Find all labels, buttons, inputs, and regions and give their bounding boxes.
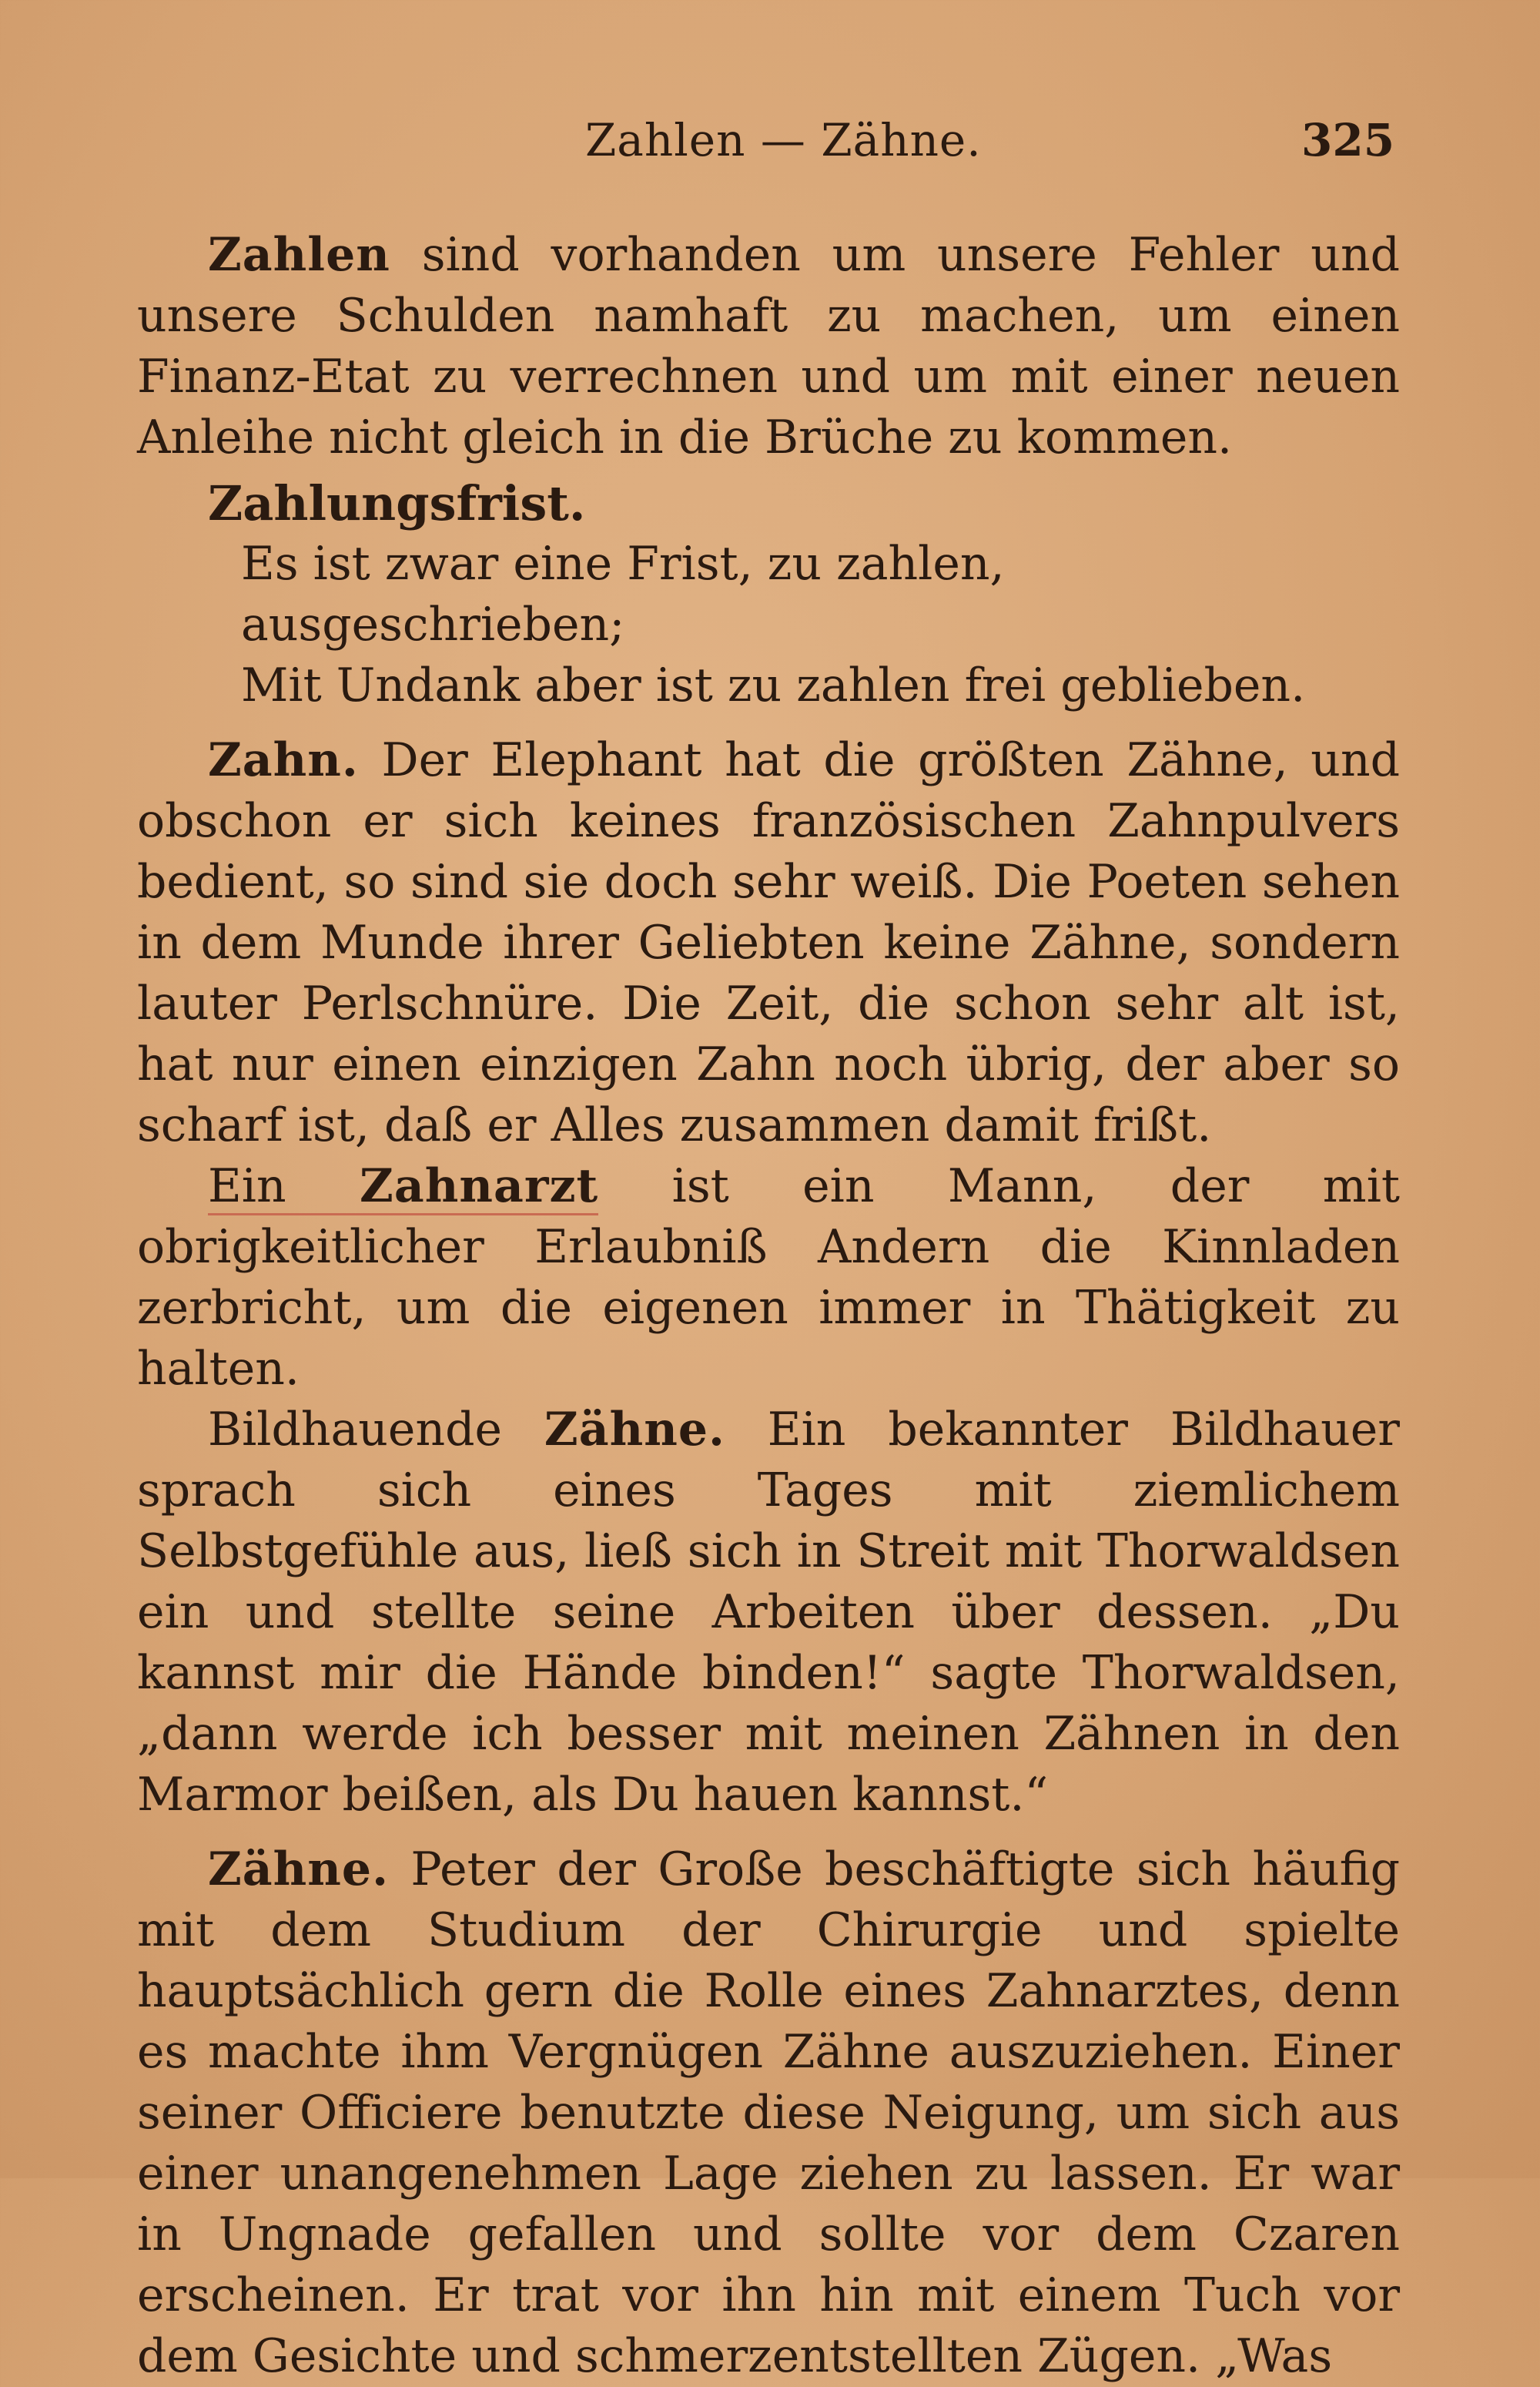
- entry-prefix: Bildhauende: [208, 1403, 544, 1457]
- entry-text: Ein bekannter Bildhauer sprach sich eines Tages mit ziemlichem Selbstgefühle aus, ließ sich in Streit mit Thorwaldsen ein und stellte seine Arbeiten über dessen. „Du kannst mir die Hände binden!“ sagte Thorwaldsen, „dann werde ich besser mit meinen Zähnen in den Marmor beißen, als Du hauen kannst.“: [137, 1403, 1400, 1822]
- page-body: [137, 225, 1400, 2387]
- running-title: Zahlen — Zähne.: [585, 114, 982, 166]
- verse-line-2: Mit Undank aber ist zu zahlen frei geblieben.: [241, 659, 1306, 712]
- entry-term: Zahnarzt: [360, 1159, 599, 1213]
- entry-zahnarzt: [137, 1156, 1400, 1400]
- entry-prefix: Ein: [208, 1159, 360, 1213]
- entry-term: Zähne.: [208, 1842, 389, 1896]
- entry-text: ist ein Mann, der mit obrigkeitlicher Erlaubniß Andern die Kinnladen zerbricht, um die eigenen immer in Thätigkeit zu halten.: [137, 1159, 1400, 1396]
- underline-mark: [208, 1159, 598, 1215]
- entry-zahn: [137, 730, 1400, 1156]
- entry-bildhauende-zaehne: [137, 1400, 1400, 1825]
- entry-term: Zähne.: [544, 1403, 725, 1457]
- page-number: 325: [1301, 114, 1395, 166]
- entry-zahlungsfrist: [137, 473, 1400, 716]
- entry-term: Zahlungsfrist.: [208, 475, 586, 531]
- page-header: [0, 114, 1540, 176]
- entry-text: Der Elephant hat die größten Zähne, und obschon er sich keines französischen Zahnpulvers bedient, so sind sie doch sehr weiß. Die Poeten sehen in dem Munde ihrer Geliebten keine Zähne, sondern lauter Perlschnüre. Die Zeit, die schon sehr alt ist, hat nur einen einzigen Zahn noch übrig, der aber so scharf ist, daß er Alles zusammen damit frißt.: [137, 733, 1400, 1152]
- verse-line-1: Es ist zwar eine Frist, zu zahlen, ausgeschrieben;: [241, 537, 1005, 652]
- entry-zahlen: [137, 225, 1400, 468]
- entry-zaehne: [137, 1839, 1400, 2387]
- entry-term: Zahn.: [208, 733, 359, 787]
- entry-text: Peter der Große beschäftigte sich häufig mit dem Studium der Chirurgie und spielte hauptsächlich gern die Rolle eines Zahnarztes, denn es machte ihm Vergnügen Zähne auszuziehen. Einer seiner Officiere benutzte diese Neigung, um sich aus einer unangenehmen Lage ziehen zu lassen. Er war in Ungnade gefallen und sollte vor dem Czaren erscheinen. Er trat vor ihn hin mit einem Tuch vor dem Gesichte und schmerzentstellten Zügen. „Was: [137, 1842, 1400, 2383]
- entry-text: sind vorhanden um unsere Fehler und unsere Schulden namhaft zu machen, um einen Finanz-Etat zu verrechnen und um mit einer neuen Anleihe nicht gleich in die Brüche zu kommen.: [137, 228, 1400, 464]
- entry-term: Zahlen: [208, 228, 390, 282]
